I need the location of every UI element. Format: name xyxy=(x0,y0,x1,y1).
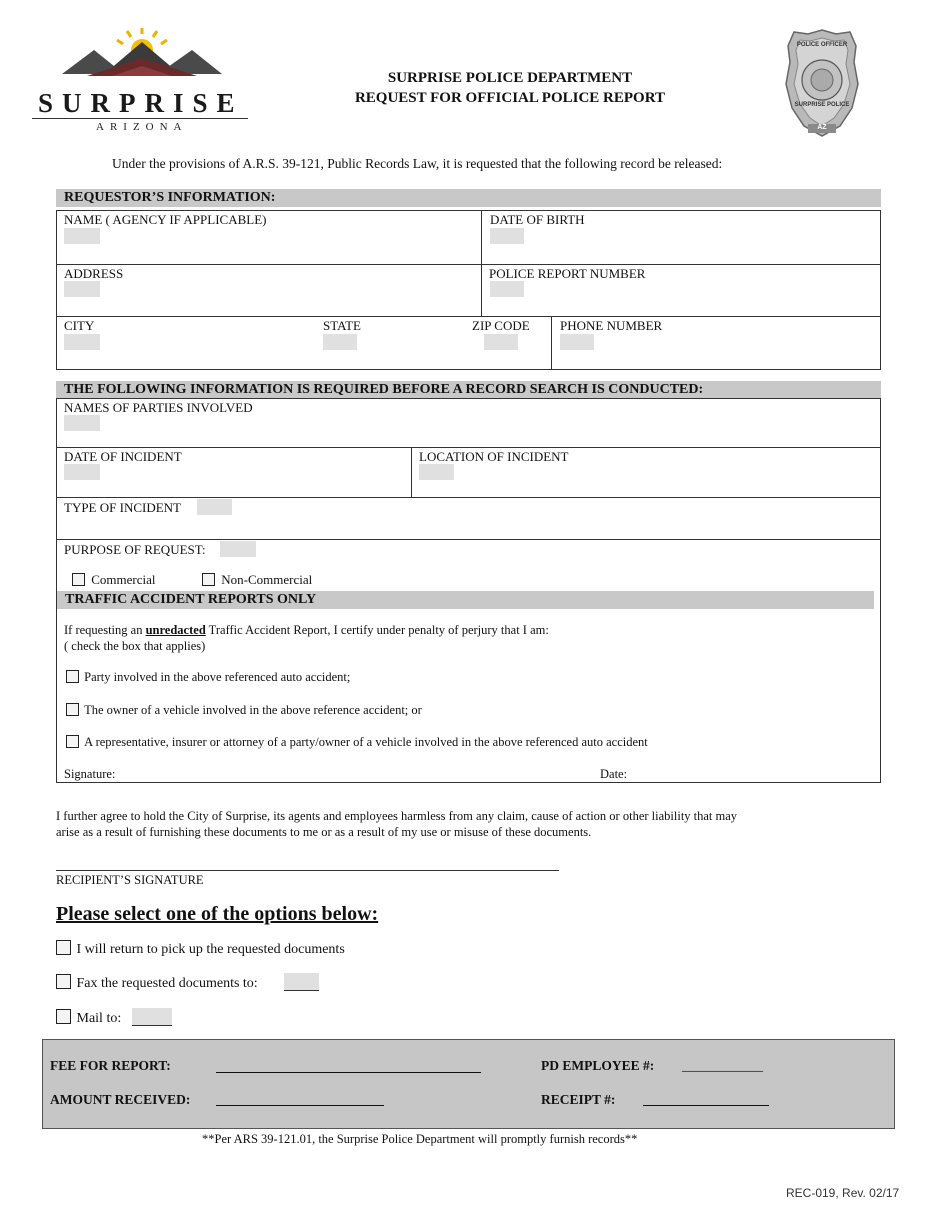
mail-checkbox[interactable] xyxy=(56,1009,71,1024)
party-checkbox[interactable] xyxy=(66,670,79,683)
parties-field[interactable] xyxy=(64,415,100,431)
traffic-intro xyxy=(64,623,549,638)
traffic-intro-post: Traffic Accident Report, I certify under penalty of perjury that I am: xyxy=(205,623,549,637)
form-title: REQUEST FOR OFFICIAL POLICE REPORT xyxy=(354,90,666,106)
state-label: STATE xyxy=(323,318,361,333)
fax-number-field[interactable] xyxy=(284,973,319,991)
zip-label: ZIP CODE xyxy=(472,318,530,333)
noncommercial-label: Non-Commercial xyxy=(221,572,313,587)
city-field[interactable] xyxy=(64,334,100,350)
option-pickup[interactable] xyxy=(56,940,345,958)
representative-label: A representative, insurer or attorney of a party/owner of a vehicle involved in the above referenced auto accident xyxy=(84,735,648,749)
report-number-label: POLICE REPORT NUMBER xyxy=(489,266,646,281)
divider xyxy=(481,210,482,316)
agreement-line-2: arise as a result of furnishing these documents to me or as a result of my use or misuse of these documents. xyxy=(56,825,592,839)
incident-type-label: TYPE OF INCIDENT xyxy=(64,500,181,515)
phone-label: PHONE NUMBER xyxy=(560,318,663,333)
intro-text: Under the provisions of A.R.S. 39-121, Public Records Law, it is requested that the following record be released: xyxy=(112,156,723,171)
divider xyxy=(56,447,881,448)
incident-location-field[interactable] xyxy=(419,464,454,480)
noncommercial-checkbox[interactable] xyxy=(202,573,215,586)
pickup-checkbox[interactable] xyxy=(56,940,71,955)
address-label: ADDRESS xyxy=(64,266,124,281)
traffic-option-representative[interactable] xyxy=(66,735,648,750)
representative-checkbox[interactable] xyxy=(66,735,79,748)
mountain-sun-icon xyxy=(32,28,252,88)
noncommercial-option[interactable] xyxy=(202,572,312,588)
mail-label: Mail to: xyxy=(76,1011,122,1026)
employee-blank[interactable]: ____________ xyxy=(682,1058,763,1073)
recipient-signature-label: RECIPIENT’S SIGNATURE xyxy=(56,873,204,887)
mail-address-field[interactable] xyxy=(132,1008,172,1026)
fax-checkbox[interactable] xyxy=(56,974,71,989)
required-info-header: THE FOLLOWING INFORMATION IS REQUIRED BEFORE A RECORD SEARCH IS CONDUCTED: xyxy=(56,381,881,399)
dob-label: DATE OF BIRTH xyxy=(490,212,585,227)
traffic-intro-note: ( check the box that applies) xyxy=(64,639,206,653)
badge-text-bottom: SURPRISE POLICE xyxy=(794,102,850,108)
owner-label: The owner of a vehicle involved in the above reference accident; or xyxy=(84,703,422,717)
traffic-option-owner[interactable] xyxy=(66,703,422,718)
divider xyxy=(56,264,881,265)
traffic-intro-pre: If requesting an xyxy=(64,623,146,637)
commercial-checkbox[interactable] xyxy=(72,573,85,586)
owner-checkbox[interactable] xyxy=(66,703,79,716)
name-field[interactable] xyxy=(64,228,100,244)
party-label: Party involved in the above referenced auto accident; xyxy=(84,670,351,684)
incident-location-label: LOCATION OF INCIDENT xyxy=(419,449,569,464)
incident-type-field[interactable] xyxy=(197,499,232,515)
name-label: NAME ( AGENCY IF APPLICABLE) xyxy=(64,212,267,227)
amount-label: AMOUNT RECEIVED: xyxy=(50,1092,191,1107)
receipt-input-line[interactable] xyxy=(643,1105,769,1106)
agreement-line-1: I further agree to hold the City of Surprise, its agents and employees harmless from any claim, cause of action or other liability that may xyxy=(56,809,738,823)
form-number: REC-019, Rev. 02/17 xyxy=(786,1186,900,1200)
pickup-label: I will return to pick up the requested documents xyxy=(76,942,345,957)
police-badge xyxy=(784,28,860,138)
divider xyxy=(56,316,881,317)
purpose-label: PURPOSE OF REQUEST: xyxy=(64,542,206,557)
amount-input-line[interactable] xyxy=(216,1105,384,1106)
phone-field[interactable] xyxy=(560,334,594,350)
fee-input-line[interactable] xyxy=(216,1072,481,1073)
logo-wordmark: SURPRISE xyxy=(38,88,244,118)
department-title: SURPRISE POLICE DEPARTMENT xyxy=(387,70,633,86)
receipt-label: RECEIPT #: xyxy=(541,1092,616,1107)
divider xyxy=(551,316,552,370)
requestor-box xyxy=(56,210,881,370)
divider xyxy=(56,539,881,540)
incident-date-label: DATE OF INCIDENT xyxy=(64,449,182,464)
logo-state: ARIZONA xyxy=(96,121,188,133)
commercial-option[interactable] xyxy=(72,572,156,588)
commercial-label: Commercial xyxy=(91,572,156,587)
city-label: CITY xyxy=(64,318,95,333)
incident-date-field[interactable] xyxy=(64,464,100,480)
fax-label: Fax the requested documents to: xyxy=(76,976,258,991)
traffic-signature-label: Signature: xyxy=(64,767,116,781)
report-number-field[interactable] xyxy=(490,281,524,297)
divider xyxy=(56,497,881,498)
requestor-section-header: REQUESTOR’S INFORMATION: xyxy=(56,189,881,207)
traffic-intro-unredacted: unredacted xyxy=(145,623,206,637)
badge-state: AZ xyxy=(817,124,827,131)
badge-text-top: POLICE OFFICER xyxy=(796,42,848,48)
divider xyxy=(411,447,412,497)
traffic-date-label: Date: xyxy=(600,767,628,781)
address-field[interactable] xyxy=(64,281,100,297)
zip-field[interactable] xyxy=(484,334,518,350)
recipient-signature-line[interactable] xyxy=(56,870,559,871)
traffic-section-header: TRAFFIC ACCIDENT REPORTS ONLY xyxy=(57,591,874,609)
footnote: **Per ARS 39-121.01, the Surprise Police Department will promptly furnish records** xyxy=(202,1132,638,1146)
option-mail[interactable] xyxy=(56,1009,121,1027)
options-heading: Please select one of the options below: xyxy=(56,903,379,925)
state-field[interactable] xyxy=(323,334,357,350)
purpose-field[interactable] xyxy=(220,541,256,557)
city-logo xyxy=(32,28,252,134)
traffic-option-party[interactable] xyxy=(66,670,350,685)
dob-field[interactable] xyxy=(490,228,524,244)
employee-label: PD EMPLOYEE #: xyxy=(541,1058,655,1073)
fee-section xyxy=(42,1039,895,1129)
logo-underline xyxy=(32,118,248,119)
option-fax[interactable] xyxy=(56,974,258,992)
fee-label: FEE FOR REPORT: xyxy=(50,1058,171,1073)
parties-label: NAMES OF PARTIES INVOLVED xyxy=(64,400,253,415)
